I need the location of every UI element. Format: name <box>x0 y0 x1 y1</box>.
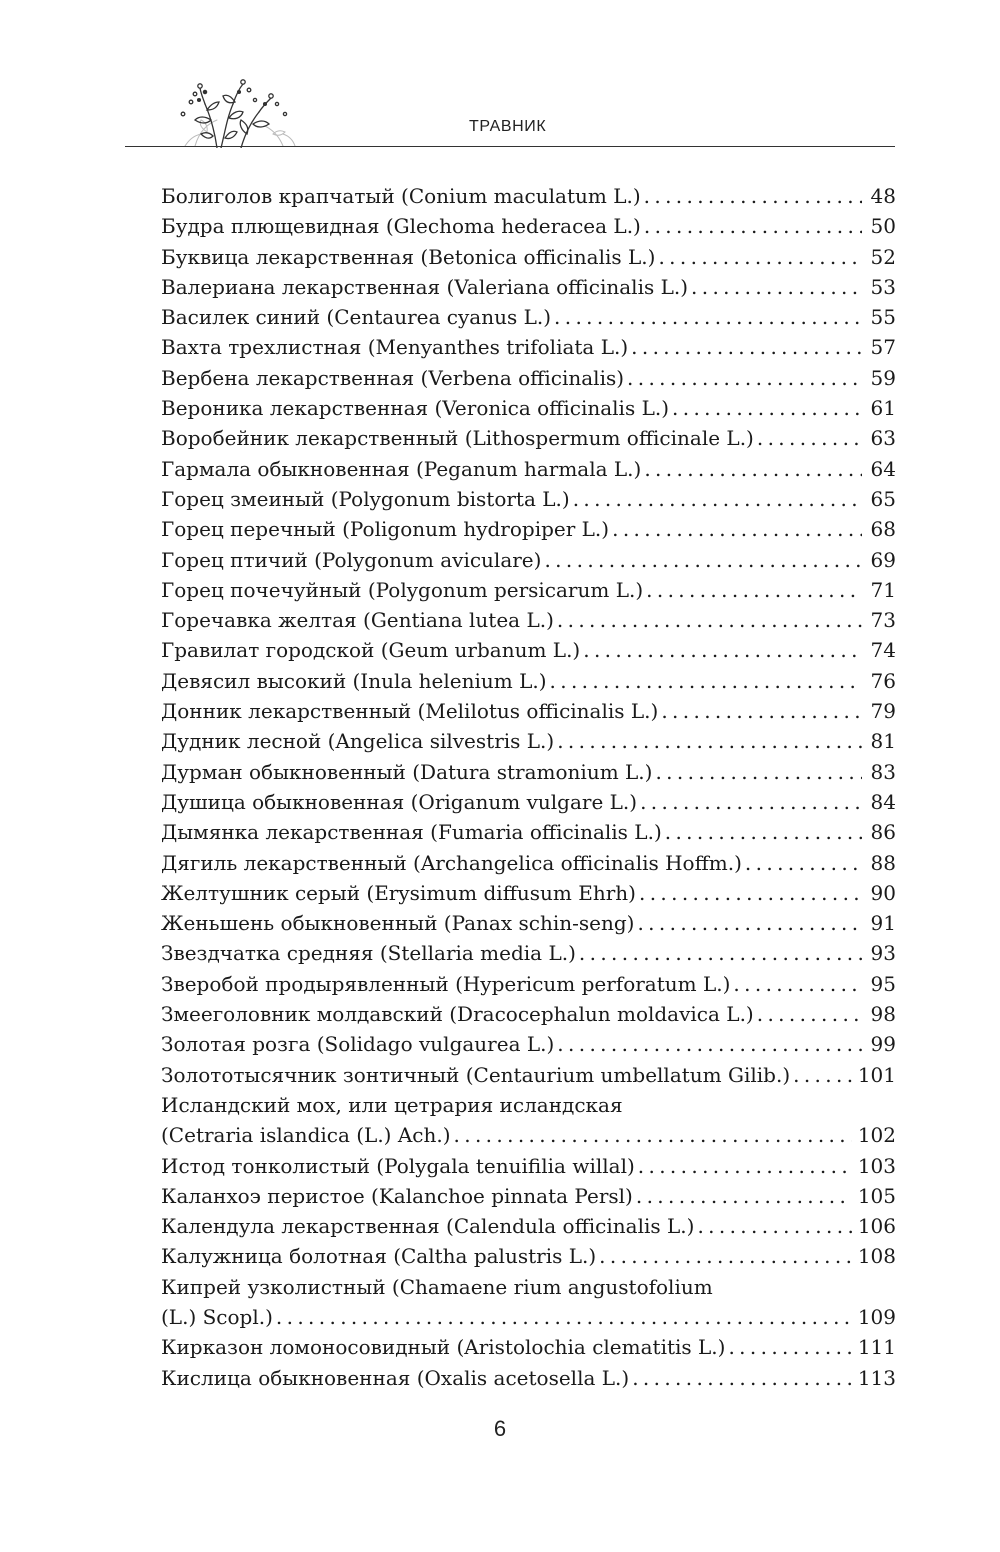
toc-entry-page: 103 <box>857 1153 896 1178</box>
toc-entry <box>161 787 896 817</box>
toc-entry <box>161 848 896 878</box>
toc-entry-page: 106 <box>857 1214 896 1239</box>
toc-entry-page: 98 <box>870 1002 896 1027</box>
toc-entry-page: 71 <box>870 577 896 602</box>
dot-leader <box>646 575 862 605</box>
toc-entry-title: Болиголов крапчатый (Conium maculatum L.) <box>161 184 641 208</box>
toc-entry-page: 57 <box>870 335 896 360</box>
toc-entry-page: 84 <box>870 789 896 814</box>
dot-leader <box>728 1332 851 1362</box>
toc-entry-title: Дягиль лекарственный (Archangelica officinalis Hoffm.) <box>161 850 742 875</box>
toc-entry-page: 76 <box>870 668 896 693</box>
dot-leader <box>639 878 862 908</box>
toc-entry-title: Горец птичий (Polygonum aviculare) <box>161 547 542 572</box>
toc-entry <box>161 969 896 999</box>
toc-entry <box>161 242 896 272</box>
toc-entry-title: Гравилат городской (Geum urbanum L.) <box>161 638 581 663</box>
header-rule <box>125 146 895 147</box>
toc-entry-page: 88 <box>870 850 896 875</box>
dot-leader <box>757 999 862 1029</box>
dot-leader <box>672 393 862 423</box>
toc-entry-page: 109 <box>857 1304 896 1329</box>
toc-entry <box>161 332 896 362</box>
toc-entry <box>161 1272 896 1302</box>
toc-entry-title: Валериана лекарственная (Valeriana officinalis L.) <box>161 274 689 299</box>
toc-entry <box>161 1029 896 1059</box>
toc-entry <box>161 1302 896 1332</box>
toc-entry <box>161 696 896 726</box>
toc-entry-title: Дурман обыкновенный (Datura stramonium L.) <box>161 759 653 784</box>
toc-entry-page: 113 <box>857 1365 896 1390</box>
toc-entry-page: 83 <box>870 759 896 784</box>
toc-entry <box>161 908 896 938</box>
toc-entry-page: 69 <box>870 547 896 572</box>
toc-entry <box>161 1120 896 1150</box>
dot-leader <box>636 1181 852 1211</box>
dot-leader <box>757 423 862 453</box>
toc-entry-page: 99 <box>870 1032 896 1057</box>
toc-entry <box>161 666 896 696</box>
toc-entry <box>161 454 896 484</box>
dot-leader <box>661 696 862 726</box>
dot-leader <box>733 969 862 999</box>
toc-entry <box>161 545 896 575</box>
toc-entry <box>161 181 896 211</box>
toc-entry-title: Девясил высокий (Inula helenium L.) <box>161 668 547 693</box>
toc-entry-title: Исландский мох, или цетрария исландская <box>161 1092 623 1117</box>
dot-leader <box>557 726 862 756</box>
dot-leader <box>665 817 862 847</box>
toc-entry-page: 105 <box>857 1183 896 1208</box>
dot-leader <box>612 514 862 544</box>
toc-entry-title: Женьшень обыкновенный (Panax schin-seng) <box>161 911 635 936</box>
dot-leader <box>697 1211 851 1241</box>
toc-entry <box>161 272 896 302</box>
toc-entry-page: 79 <box>870 699 896 724</box>
toc-entry-title: Зверобой продырявленный (Hypericum perforatum L.) <box>161 971 731 996</box>
toc-entry-page: 61 <box>870 396 896 421</box>
toc-entry <box>161 1090 896 1120</box>
toc-entry <box>161 514 896 544</box>
toc-entry-title: Вербена лекарственная (Verbena officinalis) <box>161 365 625 390</box>
toc-entry-title: Вероника лекарственная (Veronica officinalis L.) <box>161 396 670 421</box>
dot-leader <box>557 1029 862 1059</box>
toc-entry-title: Горец перечный (Poligonum hydropiper L.) <box>161 517 610 542</box>
toc-entry-page: 91 <box>870 911 896 936</box>
toc-entry-page: 101 <box>857 1062 896 1087</box>
toc-entry <box>161 1211 896 1241</box>
running-head: ТРАВНИК <box>469 118 547 135</box>
toc-entry <box>161 938 896 968</box>
toc-entry-page: 64 <box>870 456 896 481</box>
toc-entry-title: Будра плющевидная (Glechoma hederacea L.) <box>161 214 641 239</box>
toc-entry-title: Калужница болотная (Caltha palustris L.) <box>161 1244 597 1269</box>
toc-entry-title: Буквица лекарственная (Betonica officinalis L.) <box>161 244 656 269</box>
dot-leader <box>454 1120 852 1150</box>
page-header <box>125 70 895 148</box>
toc-entry-title: Горец почечуйный (Polygonum persicarum L.) <box>161 577 644 602</box>
toc-entry-page: 86 <box>870 820 896 845</box>
dot-leader <box>544 545 862 575</box>
toc-entry-page: 63 <box>870 426 896 451</box>
toc-entry <box>161 605 896 635</box>
toc-entry-page: 90 <box>870 880 896 905</box>
toc-entry-title: (L.) Scopl.) <box>161 1304 273 1329</box>
toc-entry-page: 111 <box>857 1335 896 1360</box>
toc-entry <box>161 423 896 453</box>
toc-entry <box>161 1363 896 1393</box>
dot-leader <box>632 1363 852 1393</box>
dot-leader <box>640 787 862 817</box>
toc-entry-page: 73 <box>870 608 896 633</box>
toc-entry-title: Воробейник лекарственный (Lithospermum officinale L.) <box>161 426 754 451</box>
dot-leader <box>644 211 862 241</box>
toc-entry-title: Дымянка лекарственная (Fumaria officinalis L.) <box>161 820 662 845</box>
toc-entry-title: Донник лекарственный (Melilotus officinalis L.) <box>161 699 659 724</box>
toc-entry-page: 52 <box>870 244 896 269</box>
toc-entry-title: Змееголовник молдавский (Dracocephalun moldavica L.) <box>161 1002 754 1027</box>
toc-entry <box>161 635 896 665</box>
toc-entry-page: 65 <box>870 486 896 511</box>
toc-entry-title: Вахта трехлистная (Menyanthes trifoliata L.) <box>161 335 629 360</box>
toc-entry-page: 93 <box>870 941 896 966</box>
toc-entry-title: (Cetraria islandica (L.) Ach.) <box>161 1123 451 1148</box>
dot-leader <box>638 1151 852 1181</box>
toc-entry-title: Гармала обыкновенная (Peganum harmala L.) <box>161 456 642 481</box>
floral-sprig-ornament-icon <box>155 74 315 148</box>
toc-entry-page: 108 <box>857 1244 896 1269</box>
table-of-contents <box>161 181 896 1393</box>
toc-entry-title: Кипрей узколистный (Chamaene rium angustofolium <box>161 1274 713 1299</box>
toc-entry-title: Каланхоэ перистое (Kalanchoe pinnata Persl) <box>161 1183 633 1208</box>
toc-entry-page: 81 <box>870 729 896 754</box>
dot-leader <box>644 181 862 211</box>
toc-entry-title: Горечавка желтая (Gentiana lutea L.) <box>161 608 554 633</box>
toc-entry-title: Дудник лесной (Angelica silvestris L.) <box>161 729 555 754</box>
dot-leader <box>550 666 862 696</box>
toc-entry-title: Желтушник серый (Erysimum diffusum Ehrh) <box>161 880 636 905</box>
toc-entry-page: 59 <box>870 365 896 390</box>
toc-entry-title: Истод тонколистый (Polygala tenuifilia willal) <box>161 1153 635 1178</box>
toc-entry <box>161 575 896 605</box>
toc-entry <box>161 484 896 514</box>
dot-leader <box>793 1060 852 1090</box>
dot-leader <box>658 242 862 272</box>
toc-entry <box>161 363 896 393</box>
toc-entry-page: 53 <box>870 274 896 299</box>
toc-entry-page: 55 <box>870 305 896 330</box>
dot-leader <box>573 484 862 514</box>
dot-leader <box>557 605 862 635</box>
toc-entry <box>161 302 896 332</box>
toc-entry <box>161 1151 896 1181</box>
toc-entry-title: Золототысячник зонтичный (Centaurium umbellatum Gilib.) <box>161 1062 791 1087</box>
toc-entry-title: Календула лекарственная (Calendula officinalis L.) <box>161 1214 695 1239</box>
toc-entry <box>161 757 896 787</box>
toc-entry <box>161 1181 896 1211</box>
toc-entry-page: 50 <box>870 214 896 239</box>
dot-leader <box>644 454 862 484</box>
toc-entry <box>161 1332 896 1362</box>
dot-leader <box>554 302 862 332</box>
toc-entry <box>161 878 896 908</box>
toc-entry <box>161 1060 896 1090</box>
toc-entry-title: Душица обыкновенная (Origanum vulgare L.) <box>161 789 638 814</box>
dot-leader <box>599 1241 852 1271</box>
toc-entry <box>161 726 896 756</box>
dot-leader <box>691 272 862 302</box>
dot-leader <box>276 1302 852 1332</box>
dot-leader <box>631 332 862 362</box>
toc-entry-page: 95 <box>870 971 896 996</box>
dot-leader <box>655 757 862 787</box>
dot-leader <box>627 363 862 393</box>
toc-entry <box>161 211 896 241</box>
toc-entry-page: 48 <box>870 184 896 208</box>
dot-leader <box>637 908 862 938</box>
dot-leader <box>579 938 862 968</box>
toc-entry-title: Кислица обыкновенная (Oxalis acetosella L.) <box>161 1365 630 1390</box>
toc-entry <box>161 999 896 1029</box>
page-number: 6 <box>493 1416 507 1441</box>
toc-entry-title: Звездчатка средняя (Stellaria media L.) <box>161 941 576 966</box>
toc-entry-title: Василек синий (Centaurea cyanus L.) <box>161 305 552 330</box>
toc-entry-page: 102 <box>857 1123 896 1148</box>
toc-entry-title: Горец змеиный (Polygonum bistorta L.) <box>161 486 570 511</box>
toc-entry <box>161 1241 896 1271</box>
toc-entry <box>161 393 896 423</box>
toc-entry-title: Золотая розга (Solidago vulgaurea L.) <box>161 1032 555 1057</box>
toc-entry-page: 74 <box>870 638 896 663</box>
dot-leader <box>583 635 862 665</box>
toc-entry <box>161 817 896 847</box>
toc-entry-title: Кирказон ломоносовидный (Aristolochia clematitis L.) <box>161 1335 726 1360</box>
dot-leader <box>745 848 862 878</box>
toc-entry-page: 68 <box>870 517 896 542</box>
